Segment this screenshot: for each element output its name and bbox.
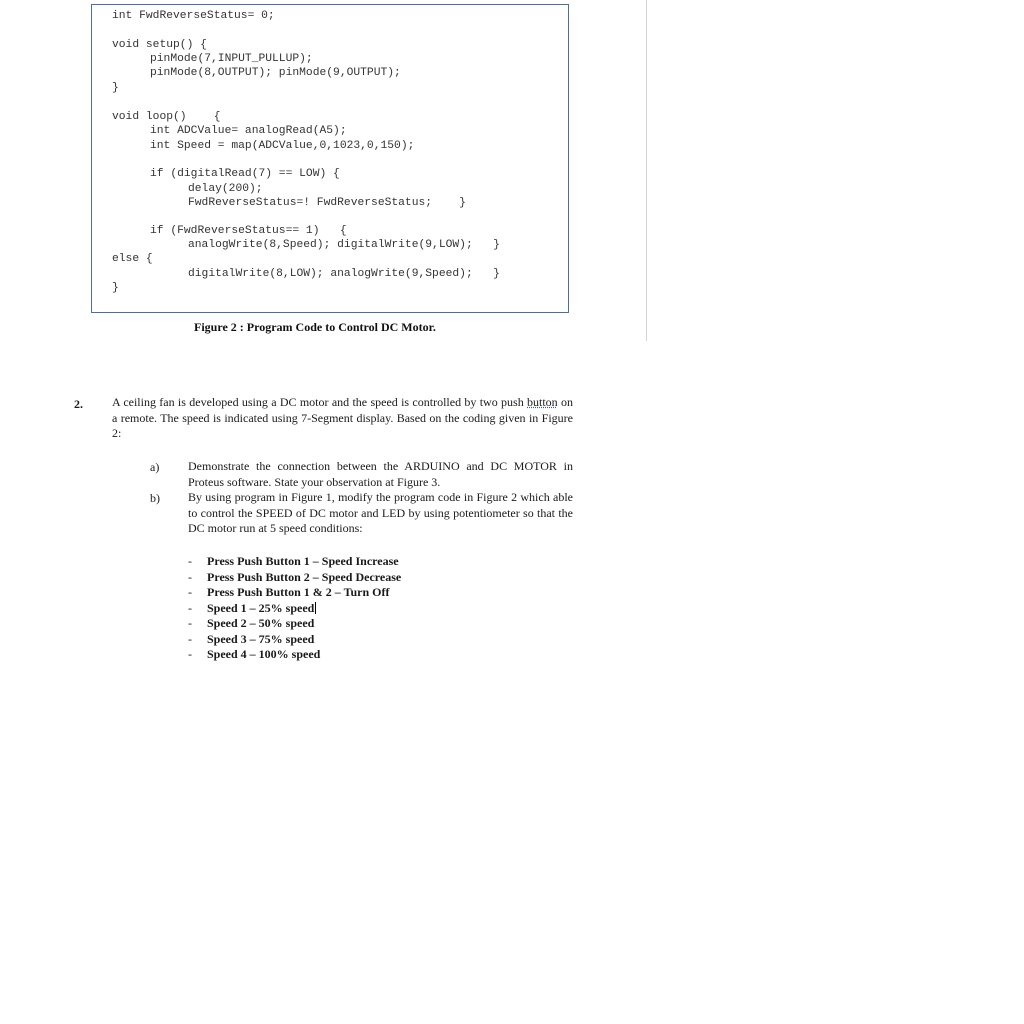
code-line: int Speed = map(ADCValue,0,1023,0,150); <box>150 140 415 152</box>
code-line: pinMode(8,OUTPUT); pinMode(9,OUTPUT); <box>150 67 401 79</box>
code-line: void setup() { <box>112 39 207 51</box>
question-text-underlined: button <box>527 395 558 409</box>
code-line: void loop() { <box>112 111 221 123</box>
code-line: } <box>112 282 119 294</box>
bullet-dash: - <box>188 585 192 599</box>
condition-item-with-caret[interactable] <box>207 601 316 616</box>
code-line: int FwdReverseStatus= 0; <box>112 10 275 22</box>
code-line: int ADCValue= analogRead(A5); <box>150 125 347 137</box>
condition-item: Press Push Button 1 – Speed Increase <box>207 554 399 568</box>
part-a-text: Demonstrate the connection between the ARDUINO and DC MOTOR in Proteus software. State your observation at Figure 3. <box>188 459 573 489</box>
condition-item: Speed 1 – 25% speed <box>207 601 315 615</box>
code-line: analogWrite(8,Speed); digitalWrite(9,LOW); } <box>188 239 500 251</box>
part-b-text: By using program in Figure 1, modify the program code in Figure 2 which able to control the SPEED of DC motor and LED by using potentiometer so that the DC motor run at 5 speed conditions: <box>188 490 573 535</box>
condition-item: Press Push Button 1 & 2 – Turn Off <box>207 585 390 599</box>
condition-item: Speed 2 – 50% speed <box>207 616 315 630</box>
code-line: pinMode(7,INPUT_PULLUP); <box>150 53 313 65</box>
bullet-dash: - <box>188 616 192 630</box>
question-number: 2. <box>74 397 83 411</box>
page-edge-divider <box>646 0 647 341</box>
question-text-part: A ceiling fan is developed using a DC motor and the speed is controlled by two push <box>112 395 528 409</box>
part-a-label: a) <box>150 460 160 474</box>
condition-item: Press Push Button 2 – Speed Decrease <box>207 570 402 584</box>
question-text-part: on a remote. The speed is indicated using 7-Segment display. Based on the coding given in Figure 2: <box>112 395 574 440</box>
bullet-dash: - <box>188 632 192 646</box>
condition-item: Speed 4 – 100% speed <box>207 647 321 661</box>
code-line: FwdReverseStatus=! FwdReverseStatus; } <box>188 197 466 209</box>
text-cursor <box>315 602 316 614</box>
part-b-label: b) <box>150 491 160 505</box>
code-line: delay(200); <box>188 183 263 195</box>
code-line: digitalWrite(8,LOW); analogWrite(9,Speed); } <box>188 268 500 280</box>
figure-caption: Figure 2 : Program Code to Control DC Motor. <box>194 320 436 334</box>
bullet-dash: - <box>188 601 192 615</box>
code-line: else { <box>112 253 153 265</box>
bullet-dash: - <box>188 554 192 568</box>
code-line: } <box>112 82 119 94</box>
bullet-dash: - <box>188 647 192 661</box>
condition-item: Speed 3 – 75% speed <box>207 632 315 646</box>
question-text <box>112 395 573 442</box>
bullet-dash: - <box>188 570 192 584</box>
code-line: if (digitalRead(7) == LOW) { <box>150 168 340 180</box>
code-line: if (FwdReverseStatus== 1) { <box>150 225 347 237</box>
